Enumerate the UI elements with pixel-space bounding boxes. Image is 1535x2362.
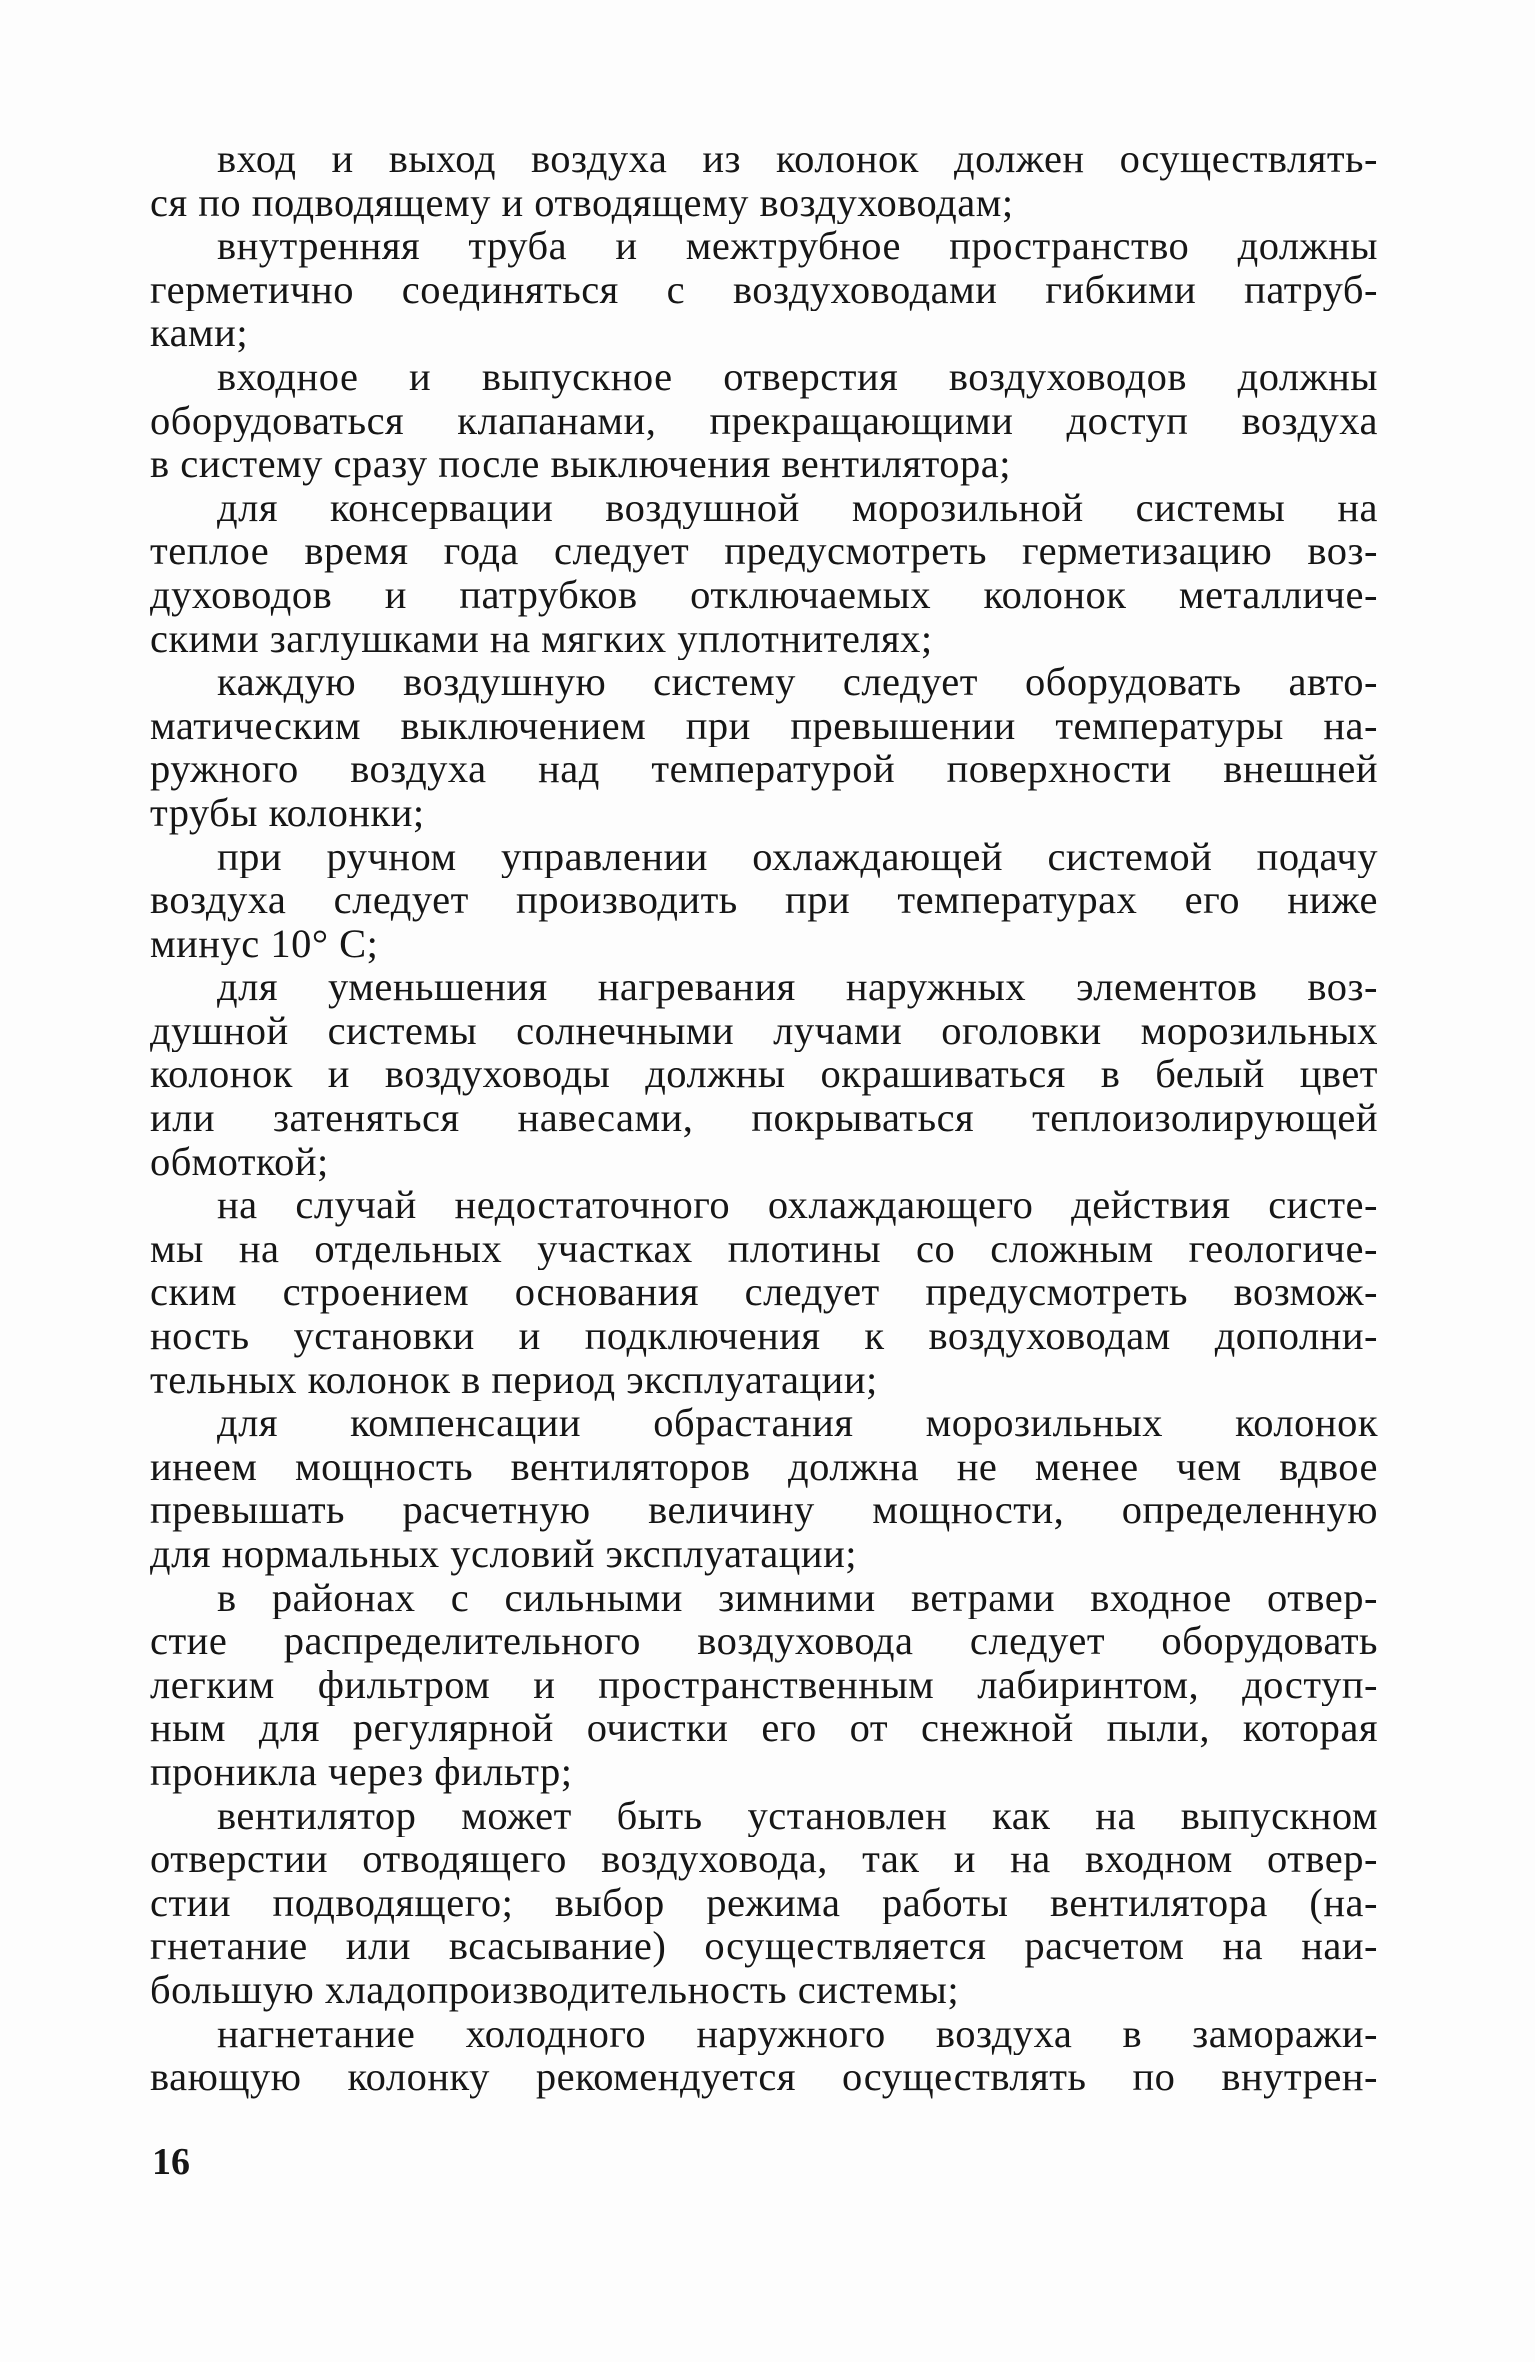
text-line: ским строением основания следует предусмотреть возмож- [150, 1270, 1378, 1315]
text-line: ружного воздуха над температурой поверхности внешней [150, 747, 1378, 791]
text-line: стие распределительного воздуховода следует оборудовать [150, 1619, 1378, 1663]
text-line: гнетание или всасывание) осуществляется расчетом на наи- [150, 1924, 1378, 1968]
text-line: для консервации воздушной морозильной системы на [217, 485, 1378, 530]
page-number: 16 [152, 2141, 190, 2183]
text-line: минус 10° С; [150, 921, 379, 966]
text-line: большую хладопроизводительность системы; [150, 1967, 960, 2012]
text-line: матическим выключением при превышении температуры на- [150, 703, 1378, 748]
text-line: душной системы солнечными лучами оголовки морозильных [150, 1008, 1378, 1053]
text-line: проникла через фильтр; [150, 1749, 573, 1794]
text-line: ками; [150, 311, 249, 355]
text-line: при ручном управлении охлаждающей системой подачу [217, 834, 1378, 879]
text-line: нагнетание холодного наружного воздуха в заморажи- [217, 2011, 1378, 2056]
text-line: вход и выход воздуха из колонок должен осуществлять- [217, 137, 1378, 181]
text-line: скими заглушками на мягких уплотнителях; [150, 616, 933, 661]
text-line: в систему сразу после выключения вентилятора; [150, 442, 1012, 486]
text-line: обмоткой; [150, 1139, 329, 1184]
text-line: для уменьшения нагревания наружных элементов воз- [217, 965, 1378, 1009]
text-line: отверстии отводящего воздуховода, так и на входном отвер- [150, 1837, 1378, 1881]
text-line: каждую воздушную систему следует оборудовать авто- [217, 660, 1378, 704]
text-line: вентилятор может быть установлен как на выпускном [217, 1793, 1378, 1838]
text-line: стии подводящего; выбор режима работы вентилятора (на- [150, 1880, 1378, 1925]
text-line: превышать расчетную величину мощности, определенную [150, 1488, 1378, 1532]
text-line: теплое время года следует предусмотреть герметизацию воз- [150, 529, 1378, 573]
text-line: ся по подводящему и отводящему воздуховодам; [150, 180, 1014, 225]
text-line: для нормальных условий эксплуатации; [150, 1532, 858, 1576]
text-line: тельных колонок в период эксплуатации; [150, 1357, 878, 1402]
text-line: или затеняться навесами, покрываться теплоизолирующей [150, 1096, 1378, 1140]
text-line: легким фильтром и пространственным лабиринтом, доступ- [150, 1662, 1378, 1707]
text-line: на случай недостаточного охлаждающего действия систе- [217, 1183, 1378, 1227]
text-line: духоводов и патрубков отключаемых колонок металличе- [150, 572, 1378, 617]
text-line: оборудоваться клапанами, прекращающими доступ воздуха [150, 398, 1378, 443]
text-line: трубы колонки; [150, 790, 425, 835]
text-line: ность установки и подключения к воздуховодам дополни- [150, 1314, 1378, 1358]
text-line: ным для регулярной очистки его от снежной пыли, которая [150, 1706, 1378, 1750]
text-line: мы на отдельных участках плотины со сложным геологиче- [150, 1226, 1378, 1271]
text-line: для компенсации обрастания морозильных колонок [217, 1401, 1378, 1445]
text-line: воздуха следует производить при температурах его ниже [150, 878, 1378, 922]
body-text [150, 137, 1378, 2099]
text-line: внутренняя труба и межтрубное пространство должны [217, 224, 1378, 268]
text-line: инеем мощность вентиляторов должна не менее чем вдвое [150, 1444, 1378, 1489]
text-line: вающую колонку рекомендуется осуществлять по внутрен- [150, 2055, 1378, 2099]
text-line: колонок и воздуховоды должны окрашиваться в белый цвет [150, 1052, 1378, 1097]
text-line: входное и выпускное отверстия воздуховодов должны [217, 354, 1378, 399]
text-line: герметично соединяться с воздуховодами гибкими патруб- [150, 267, 1378, 312]
text-line: в районах с сильными зимними ветрами входное отвер- [217, 1575, 1378, 1620]
